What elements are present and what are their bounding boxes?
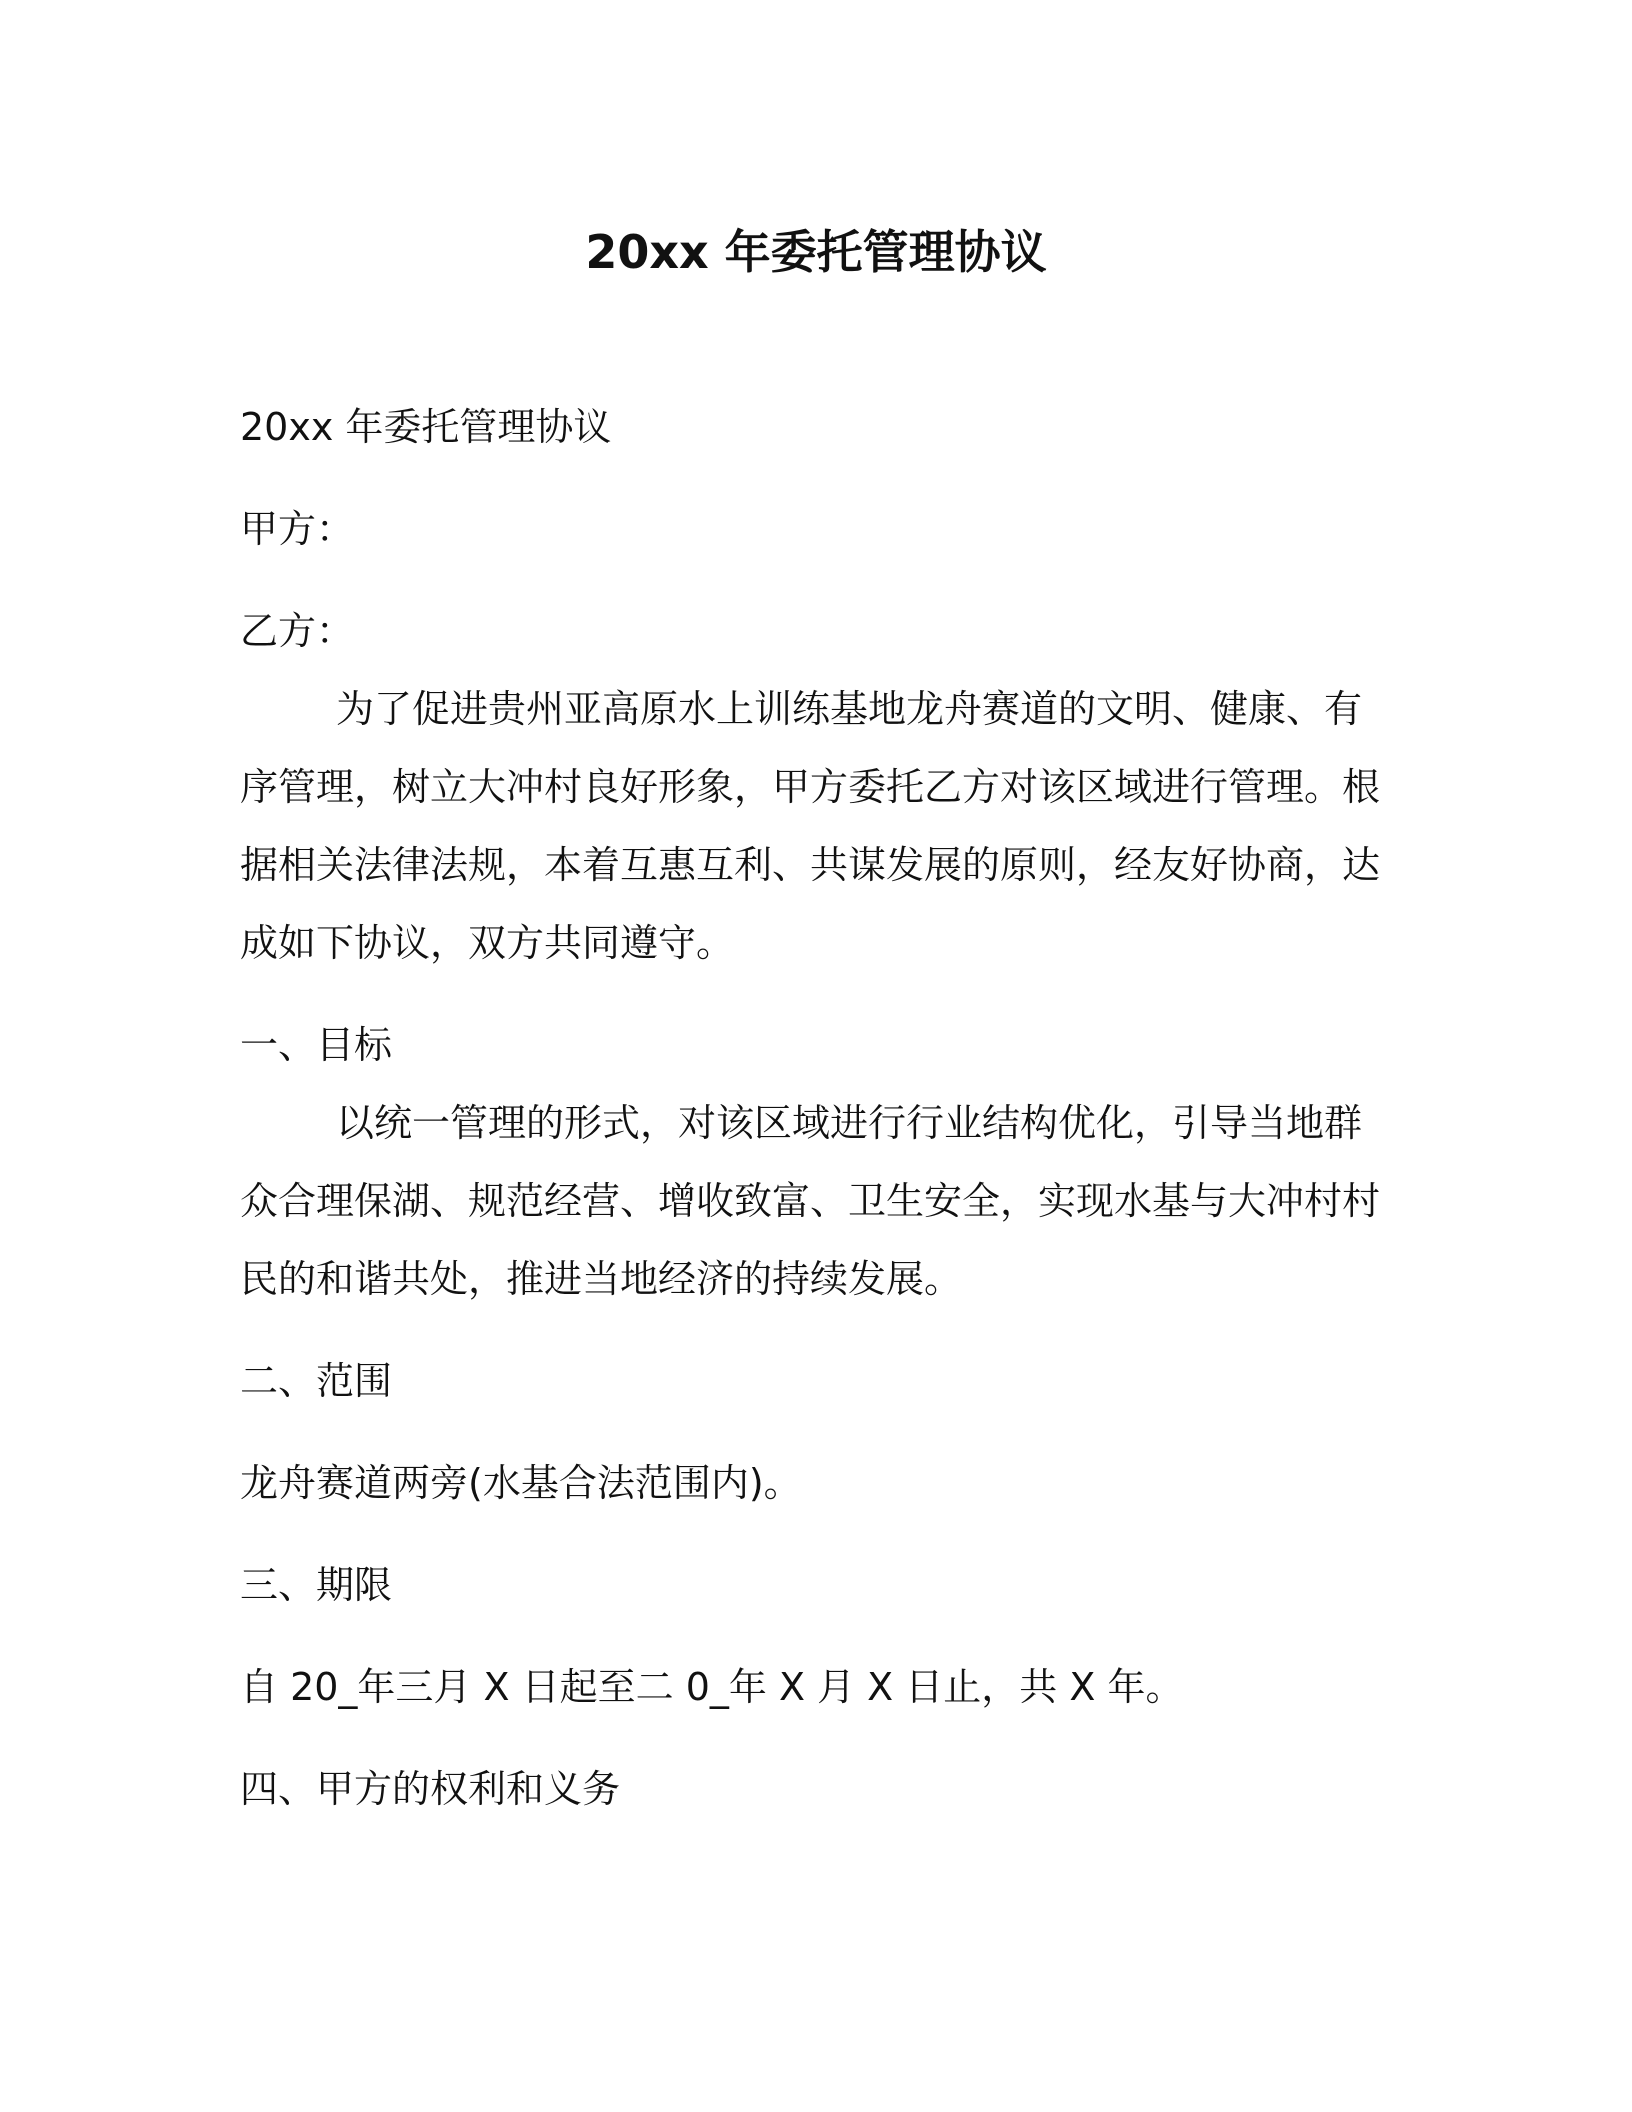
subtitle: 20xx 年委托管理协议 (240, 405, 612, 449)
intro-paragraph: 为了促进贵州亚高原水上训练基地龙舟赛道的文明、健康、有序管理，树立大冲村良好形象，甲方委托乙方对该区域进行管理。根据相关法律法规，本着互惠互利、共谋发展的原则，经友好协商，达成如下协议，双方共同遵守。 (240, 687, 1381, 965)
section-4-heading: 四、甲方的权利和义务 (240, 1767, 621, 1811)
section-2-heading: 二、范围 (240, 1359, 393, 1403)
document-body (240, 388, 1380, 1828)
section-1-heading: 一、目标 (240, 1023, 393, 1067)
section-1-paragraph: 以统一管理的形式，对该区域进行行业结构优化，引导当地群众合理保湖、规范经营、增收致富、卫生安全，实现水基与大冲村村民的和谐共处，推进当地经济的持续发展。 (240, 1101, 1381, 1301)
section-2-paragraph: 龙舟赛道两旁(水基合法范围内)。 (240, 1461, 802, 1505)
party-b-label: 乙方： (240, 609, 355, 653)
party-a-label: 甲方： (240, 507, 355, 551)
section-3-heading: 三、期限 (240, 1563, 393, 1607)
document-title: 20xx 年委托管理协议 (585, 225, 1047, 279)
section-3-paragraph: 自 20_年三月 X 日起至二 0_年 X 月 X 日止，共 X 年。 (240, 1665, 1184, 1709)
